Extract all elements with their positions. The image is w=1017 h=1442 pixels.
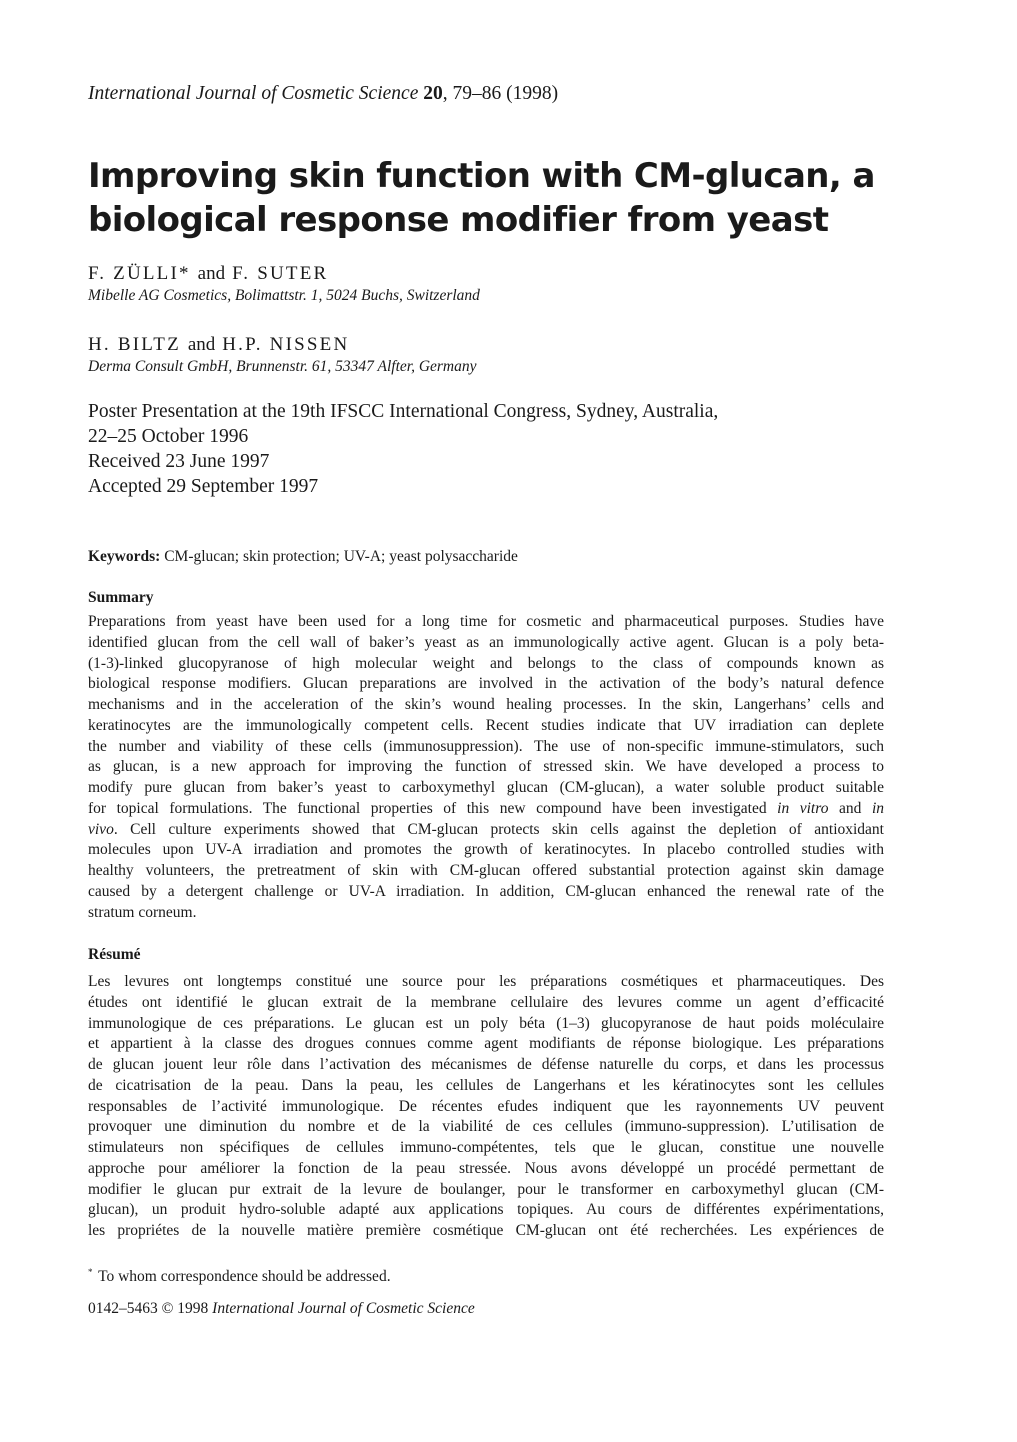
- copyright-journal: International Journal of Cosmetic Science: [212, 1300, 475, 1317]
- resume-line: approche pour améliorer la fonction de la peau stressée. Nous avons développé un procédé permettant de: [88, 1159, 884, 1177]
- resume-line: immunologique de ces préparations. Le glucan est un poly béta (1–3) glucopyranose de haut poids moléculaire: [88, 1014, 884, 1032]
- summary-body: [88, 612, 884, 923]
- resume-line: glucan), un produit hydro-soluble adapté aux applications topiques. Au cours de différentes expérimentations,: [88, 1201, 884, 1219]
- keywords-label: Keywords:: [88, 548, 161, 565]
- author-name: F. ZÜLLI*: [88, 263, 191, 284]
- received-date: Received 23 June 1997: [88, 451, 270, 472]
- summary-line: biological response modifiers. Glucan preparations are involved in the activation of the body’s natural defence: [88, 675, 884, 693]
- summary-line: healthy volunteers, the pretreatment of skin with CM-glucan offered substantial protection against skin damage: [88, 862, 884, 879]
- summary-line: the number and viability of these cells (immunosuppression). The use of non-specific immune-stimulators, such: [88, 737, 884, 755]
- footnote-mark: *: [88, 1267, 93, 1277]
- summary-line: mechanisms and in the acceleration of the skin’s wound healing processes. In the skin, Langerhans’ cells and: [88, 696, 884, 713]
- journal-pages-year: , 79–86 (1998): [442, 83, 559, 104]
- paper-title-line-2: biological response modifier from yeast: [88, 200, 829, 240]
- accepted-date: Accepted 29 September 1997: [88, 476, 319, 497]
- summary-line: molecules upon UV-A irradiation and promotes the growth of keratinocytes. In placebo controlled studies with: [88, 841, 884, 859]
- summary-line: keratinocytes are the immunologically competent cells. Recent studies indicate that UV irradiation can deplete: [88, 716, 884, 734]
- affiliation-2: Derma Consult GmbH, Brunnenstr. 61, 53347 Alfter, Germany: [88, 358, 477, 375]
- summary-line: as glucan, is a new approach for improving the function of stressed skin. We have developed a process to: [88, 758, 884, 776]
- summary-line: stratum corneum.: [88, 903, 197, 921]
- affiliation-1: Mibelle AG Cosmetics, Bolimattstr. 1, 5024 Buchs, Switzerland: [88, 287, 480, 304]
- resume-line: provoquer une diminution du nombre et de la viabilité de ces cellules (immuno-suppression). L’utilisation de: [88, 1118, 884, 1136]
- author-line-2: [88, 334, 349, 356]
- resume-line: de cicatrisation de la peau. Dans la peau, les cellules de Langerhans et les kératinocytes sont les cellules: [88, 1076, 884, 1094]
- resume-line: modifier le glucan pur extrait de la levure de boulanger, pour le transformer en carboxymethyl glucan (CM-: [88, 1180, 884, 1198]
- journal-volume: 20: [423, 83, 443, 104]
- author-name: H. BILTZ: [88, 334, 181, 355]
- summary-heading: Summary: [88, 589, 154, 606]
- resume-line: stimulateurs non spécifiques de cellules immuno-compétentes, tels que le glucan, constitue une nouvelle: [88, 1139, 884, 1156]
- summary-line: caused by a detergent challenge or UV-A irradiation. In addition, CM-glucan enhanced the renewal rate of the: [88, 882, 884, 900]
- paper-title-line-1: Improving skin function with CM-glucan, a: [88, 156, 875, 196]
- summary-line: vivo. Cell culture experiments showed that CM-glucan protects skin cells against the depletion of antioxidant: [88, 820, 884, 838]
- resume-line: les propriétes de la nouvelle matière première cosmétique CM-glucan ont été recherchées. Les expériences de: [88, 1222, 884, 1239]
- summary-line: Preparations from yeast have been used for a long time for cosmetic and pharmaceutical purposes. Studies have: [88, 613, 884, 630]
- author-line-1: [88, 263, 328, 285]
- summary-line: for topical formulations. The functional properties of this new compound have been investigated in vitro and in: [88, 799, 884, 817]
- resume-line: responsables de l’activité immunologique. De récentes efudes indiquent que les rayonnements UV peuvent: [88, 1097, 884, 1115]
- author-conjunction: and: [187, 334, 216, 355]
- summary-line: identified glucan from the cell wall of baker’s yeast as an immunologically active agent. Glucan is a poly beta-: [88, 633, 884, 651]
- correspondence-footnote: [88, 1267, 391, 1286]
- summary-line: (1-3)-linked glucopyranose of high molecular weight and belongs to the class of compounds known as: [88, 654, 884, 672]
- resume-line: études ont identifié le glucan extrait de la membrane cellulaire des levures comme un agent d’efficacité: [88, 993, 884, 1011]
- paper-title: [88, 154, 888, 242]
- presentation-dates: 22–25 October 1996: [88, 426, 249, 447]
- footnote-text: To whom correspondence should be addressed.: [94, 1268, 391, 1285]
- keywords: [88, 548, 518, 566]
- resume-line: Les levures ont longtemps constitué une source pour les préparations cosmétiques et pharmaceutiques. Des: [88, 973, 884, 990]
- resume-line: et appartient à la classe des drogues connues comme agent modifiants de réponse biologique. Les préparations: [88, 1035, 884, 1053]
- resume-body: [88, 972, 884, 1242]
- summary-line: modify pure glucan from baker’s yeast to carboxymethyl glucan (CM-glucan), a water soluble product suitable: [88, 779, 884, 796]
- author-name: F. SUTER: [232, 263, 329, 284]
- presentation-info: [88, 399, 718, 499]
- resume-line: de glucan jouent leur rôle dans l’activation des mécanismes de défense naturelle du corps, et dans les processus: [88, 1056, 884, 1073]
- presentation-line: Poster Presentation at the 19th IFSCC International Congress, Sydney, Australia,: [88, 401, 719, 422]
- copyright-line: [88, 1300, 475, 1318]
- journal-citation: [88, 83, 558, 105]
- copyright-prefix: 0142–5463 © 1998: [88, 1300, 213, 1317]
- author-conjunction: and: [197, 263, 226, 284]
- author-name: H.P. NISSEN: [222, 334, 350, 355]
- keywords-text: CM-glucan; skin protection; UV-A; yeast polysaccharide: [160, 548, 518, 565]
- resume-heading: Résumé: [88, 946, 141, 963]
- journal-name: International Journal of Cosmetic Science: [88, 83, 419, 104]
